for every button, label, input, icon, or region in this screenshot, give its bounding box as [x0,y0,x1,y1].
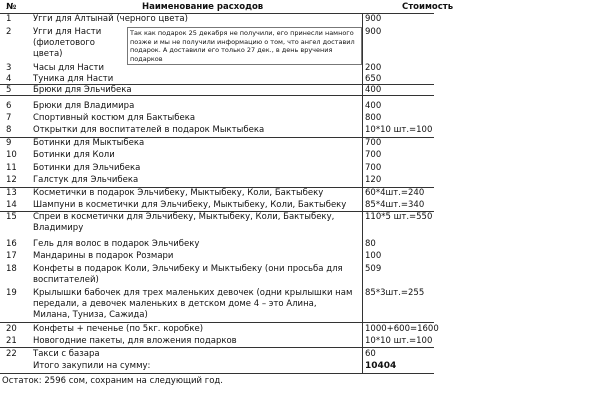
row-name: Гель для волос в подарок Эльчибеку [33,239,200,249]
row-cost: 60 [365,349,376,359]
row-name: Крылышки бабочек для трех маленьких девочек (одни крылышки нам передали, а девочек маленьких в детском доме 4 – это Алина, Милана, Туниза, Сажида) [33,288,353,320]
row-cost: 900 [365,27,382,37]
row-number: 18 [6,264,17,274]
row-cost: 800 [365,113,382,123]
row-number: 7 [6,113,12,123]
row-cost: 85*3шт.=255 [365,288,425,298]
row-cost: 900 [365,14,382,24]
row-cost: 700 [365,138,382,148]
row-cost: 1000+600=1600 [365,324,439,334]
row-name: Брюки для Эльчибека [33,85,132,95]
row-cost: 60*4шт.=240 [365,188,425,198]
row-name: Конфеты + печенье (по 5кг. коробке) [33,324,204,334]
row-name: Часы для Насти [33,63,104,73]
row-cost: 100 [365,251,382,261]
row-number: 10 [6,150,17,160]
total-label: Итого закупили на сумму: [33,361,151,371]
row-number: 16 [6,239,17,249]
row-name: Такси с базара [33,349,100,359]
row-name: Галстук для Эльчибека [33,175,139,185]
row-cost: 700 [365,150,382,160]
row-name: Шампуни в косметички для Эльчибеку, Мыктыбеку, Коли, Бактыбеку [33,200,347,210]
row-cost: 110*5 шт.=550 [365,212,433,222]
row-cost: 120 [365,175,382,185]
row-number: 21 [6,336,17,346]
row-number: 14 [6,200,17,210]
row-number: 8 [6,125,12,135]
row-name: Косметички в подарок Эльчибеку, Мыктыбеку, Коли, Бактыбеку [33,188,324,198]
row-name: Ботинки для Эльчибека [33,163,141,173]
row-number: 2 [6,27,12,37]
row-name: Туника для Насти [33,74,114,84]
total-value: 10404 [365,361,397,371]
divider [0,373,434,374]
row-cost: 85*4шт.=340 [365,200,425,210]
row-cost: 80 [365,239,376,249]
row-cost: 200 [365,63,382,73]
row-number: 12 [6,175,17,185]
row-number: 17 [6,251,17,261]
row-cost: 650 [365,74,382,84]
row-name: Открытки для воспитателей в подарок Мыктыбека [33,125,265,135]
divider [0,347,434,348]
header-cost: Стоимость [402,2,454,12]
divider [362,13,363,373]
row-cost: 10*10 шт.=100 [365,125,433,135]
row-number: 1 [6,14,12,24]
row-number: 3 [6,63,12,73]
row-name: Ботинки для Мыктыбека [33,138,145,148]
row-name: Спреи в косметички для Эльчибеку, Мыктыбеку, Коли, Бактыбеку, Владимиру [33,212,335,233]
row-cost: 10*10 шт.=100 [365,336,433,346]
row-name: Угги для Алтынай (черного цвета) [33,14,188,24]
delivery-note: Так как подарок 25 декабря не получили, его принесли намного позже и мы не получили информацию о том, что ангел доставил подарок. А доставили его только 27 дек., в день вручения подарков [127,27,362,65]
row-name: Новогодние пакеты, для вложения подарков [33,336,237,346]
row-name: Спортивный костюм для Бактыбека [33,113,196,123]
row-number: 22 [6,349,17,359]
row-name: Ботинки для Коли [33,150,115,160]
row-name: Мандарины в подарок Розмари [33,251,174,261]
row-number: 11 [6,163,17,173]
row-number: 15 [6,212,17,222]
row-name: Конфеты в подарок Коли, Эльчибеку и Мыктыбеку (они просьба для воспитателей) [33,264,343,285]
row-cost: 700 [365,163,382,173]
header-name: Наименование расходов [142,2,264,12]
row-number: 13 [6,188,17,198]
row-number: 5 [6,85,12,95]
row-number: 4 [6,74,12,84]
remaining-balance-note: Остаток: 2596 сом, сохраним на следующий год. [2,376,223,386]
row-cost: 400 [365,101,382,111]
header-num: № [6,2,17,12]
divider [0,322,434,323]
row-name: Угги для Насти (фиолетового цвета) [33,27,102,59]
row-cost: 400 [365,85,382,95]
row-name: Брюки для Владимира [33,101,135,111]
row-cost: 509 [365,264,382,274]
row-number: 20 [6,324,17,334]
row-number: 6 [6,101,12,111]
row-number: 9 [6,138,12,148]
row-number: 19 [6,288,17,298]
